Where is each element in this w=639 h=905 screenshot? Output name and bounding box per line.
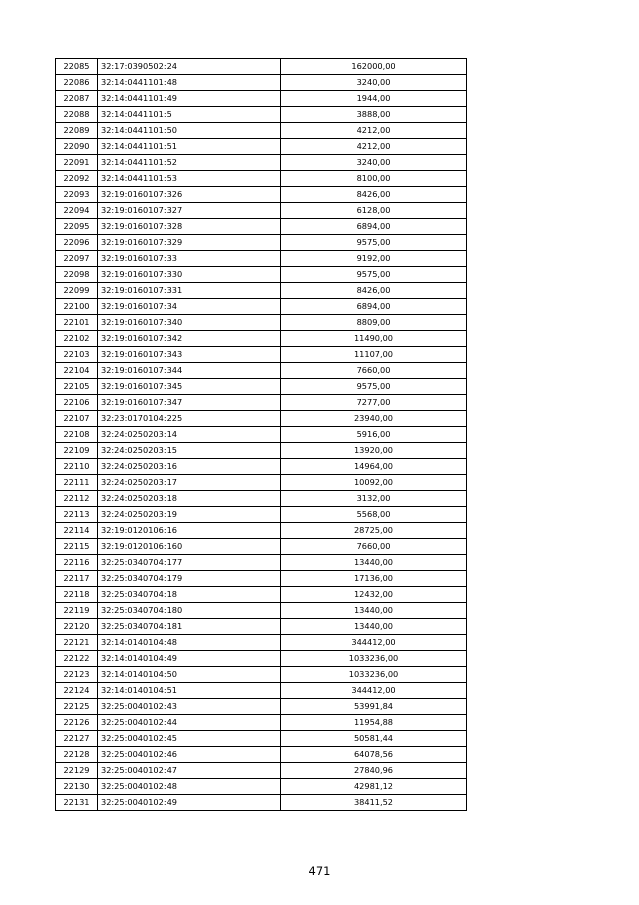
- row-number-cell: 22091: [56, 155, 98, 171]
- value-cell: 12432,00: [281, 587, 467, 603]
- row-number-cell: 22118: [56, 587, 98, 603]
- table-row: [56, 475, 467, 491]
- row-number-cell: 22131: [56, 795, 98, 811]
- table-row: [56, 187, 467, 203]
- table-row: [56, 155, 467, 171]
- table-row: [56, 763, 467, 779]
- table-row: [56, 203, 467, 219]
- table-row: [56, 747, 467, 763]
- cadastral-number-cell: 32:19:0120106:16: [98, 523, 281, 539]
- value-cell: 53991,84: [281, 699, 467, 715]
- cadastral-number-cell: 32:19:0160107:340: [98, 315, 281, 331]
- table-row: [56, 123, 467, 139]
- row-number-cell: 22093: [56, 187, 98, 203]
- row-number-cell: 22124: [56, 683, 98, 699]
- cadastral-number-cell: 32:24:0250203:16: [98, 459, 281, 475]
- table-row: [56, 491, 467, 507]
- row-number-cell: 22097: [56, 251, 98, 267]
- cadastral-number-cell: 32:25:0340704:180: [98, 603, 281, 619]
- value-cell: 7660,00: [281, 363, 467, 379]
- cadastral-number-cell: 32:17:0390502:24: [98, 59, 281, 75]
- table-row: [56, 683, 467, 699]
- cadastral-number-cell: 32:23:0170104:225: [98, 411, 281, 427]
- table-row: [56, 219, 467, 235]
- cadastral-number-cell: 32:14:0140104:49: [98, 651, 281, 667]
- cadastral-number-cell: 32:14:0441101:52: [98, 155, 281, 171]
- value-cell: 9575,00: [281, 379, 467, 395]
- table-row: [56, 635, 467, 651]
- value-cell: 344412,00: [281, 635, 467, 651]
- table-row: [56, 331, 467, 347]
- cadastral-number-cell: 32:25:0040102:46: [98, 747, 281, 763]
- cadastral-number-cell: 32:19:0160107:327: [98, 203, 281, 219]
- table-row: [56, 459, 467, 475]
- row-number-cell: 22114: [56, 523, 98, 539]
- cadastral-number-cell: 32:19:0160107:330: [98, 267, 281, 283]
- value-cell: 9192,00: [281, 251, 467, 267]
- row-number-cell: 22120: [56, 619, 98, 635]
- cadastral-number-cell: 32:19:0160107:331: [98, 283, 281, 299]
- row-number-cell: 22110: [56, 459, 98, 475]
- value-cell: 9575,00: [281, 267, 467, 283]
- table-row: [56, 171, 467, 187]
- cadastral-number-cell: 32:25:0340704:177: [98, 555, 281, 571]
- cadastral-number-cell: 32:19:0160107:345: [98, 379, 281, 395]
- row-number-cell: 22094: [56, 203, 98, 219]
- value-cell: 3132,00: [281, 491, 467, 507]
- value-cell: 11490,00: [281, 331, 467, 347]
- value-cell: 7660,00: [281, 539, 467, 555]
- table-row: [56, 251, 467, 267]
- value-cell: 1033236,00: [281, 651, 467, 667]
- value-cell: 28725,00: [281, 523, 467, 539]
- table-row: [56, 795, 467, 811]
- value-cell: 162000,00: [281, 59, 467, 75]
- cadastral-number-cell: 32:14:0441101:49: [98, 91, 281, 107]
- cadastral-number-cell: 32:19:0160107:343: [98, 347, 281, 363]
- table-row: [56, 667, 467, 683]
- table-row: [56, 267, 467, 283]
- row-number-cell: 22116: [56, 555, 98, 571]
- table-row: [56, 715, 467, 731]
- row-number-cell: 22128: [56, 747, 98, 763]
- table-row: [56, 315, 467, 331]
- cadastral-value-table: [55, 58, 467, 811]
- value-cell: 3240,00: [281, 155, 467, 171]
- value-cell: 4212,00: [281, 139, 467, 155]
- cadastral-number-cell: 32:25:0040102:47: [98, 763, 281, 779]
- table-row: [56, 59, 467, 75]
- cadastral-number-cell: 32:19:0160107:33: [98, 251, 281, 267]
- row-number-cell: 22096: [56, 235, 98, 251]
- value-cell: 64078,56: [281, 747, 467, 763]
- value-cell: 1944,00: [281, 91, 467, 107]
- cadastral-number-cell: 32:25:0040102:43: [98, 699, 281, 715]
- cadastral-number-cell: 32:24:0250203:14: [98, 427, 281, 443]
- cadastral-number-cell: 32:19:0160107:34: [98, 299, 281, 315]
- row-number-cell: 22099: [56, 283, 98, 299]
- value-cell: 17136,00: [281, 571, 467, 587]
- row-number-cell: 22100: [56, 299, 98, 315]
- table-row: [56, 75, 467, 91]
- table-row: [56, 139, 467, 155]
- row-number-cell: 22108: [56, 427, 98, 443]
- value-cell: 13440,00: [281, 603, 467, 619]
- value-cell: 8426,00: [281, 283, 467, 299]
- table-row: [56, 443, 467, 459]
- row-number-cell: 22126: [56, 715, 98, 731]
- row-number-cell: 22103: [56, 347, 98, 363]
- row-number-cell: 22122: [56, 651, 98, 667]
- row-number-cell: 22119: [56, 603, 98, 619]
- value-cell: 1033236,00: [281, 667, 467, 683]
- value-cell: 8100,00: [281, 171, 467, 187]
- table-row: [56, 411, 467, 427]
- cadastral-number-cell: 32:19:0120106:160: [98, 539, 281, 555]
- cadastral-number-cell: 32:25:0040102:48: [98, 779, 281, 795]
- cadastral-number-cell: 32:14:0140104:48: [98, 635, 281, 651]
- table-row: [56, 107, 467, 123]
- row-number-cell: 22130: [56, 779, 98, 795]
- cadastral-number-cell: 32:24:0250203:19: [98, 507, 281, 523]
- table-row: [56, 363, 467, 379]
- table-row: [56, 235, 467, 251]
- row-number-cell: 22112: [56, 491, 98, 507]
- value-cell: 8426,00: [281, 187, 467, 203]
- table-row: [56, 651, 467, 667]
- cadastral-number-cell: 32:24:0250203:17: [98, 475, 281, 491]
- row-number-cell: 22127: [56, 731, 98, 747]
- value-cell: 11107,00: [281, 347, 467, 363]
- page-number: 471: [308, 864, 331, 878]
- value-cell: 5568,00: [281, 507, 467, 523]
- row-number-cell: 22107: [56, 411, 98, 427]
- value-cell: 9575,00: [281, 235, 467, 251]
- row-number-cell: 22104: [56, 363, 98, 379]
- value-cell: 6894,00: [281, 219, 467, 235]
- table-body: [56, 59, 467, 811]
- row-number-cell: 22090: [56, 139, 98, 155]
- cadastral-number-cell: 32:14:0441101:48: [98, 75, 281, 91]
- table-row: [56, 395, 467, 411]
- cadastral-number-cell: 32:24:0250203:15: [98, 443, 281, 459]
- cadastral-number-cell: 32:14:0441101:5: [98, 107, 281, 123]
- value-cell: 10092,00: [281, 475, 467, 491]
- row-number-cell: 22105: [56, 379, 98, 395]
- cadastral-number-cell: 32:25:0340704:18: [98, 587, 281, 603]
- row-number-cell: 22092: [56, 171, 98, 187]
- value-cell: 3888,00: [281, 107, 467, 123]
- table-row: [56, 427, 467, 443]
- row-number-cell: 22123: [56, 667, 98, 683]
- table-row: [56, 523, 467, 539]
- row-number-cell: 22129: [56, 763, 98, 779]
- table-row: [56, 699, 467, 715]
- cadastral-number-cell: 32:14:0441101:51: [98, 139, 281, 155]
- row-number-cell: 22106: [56, 395, 98, 411]
- value-cell: 13440,00: [281, 619, 467, 635]
- table-row: [56, 571, 467, 587]
- row-number-cell: 22095: [56, 219, 98, 235]
- table-row: [56, 731, 467, 747]
- value-cell: 11954,88: [281, 715, 467, 731]
- table-row: [56, 379, 467, 395]
- table-row: [56, 603, 467, 619]
- value-cell: 42981,12: [281, 779, 467, 795]
- cadastral-number-cell: 32:19:0160107:342: [98, 331, 281, 347]
- table-row: [56, 299, 467, 315]
- cadastral-number-cell: 32:14:0140104:51: [98, 683, 281, 699]
- row-number-cell: 22102: [56, 331, 98, 347]
- value-cell: 14964,00: [281, 459, 467, 475]
- row-number-cell: 22117: [56, 571, 98, 587]
- value-cell: 13440,00: [281, 555, 467, 571]
- row-number-cell: 22115: [56, 539, 98, 555]
- row-number-cell: 22085: [56, 59, 98, 75]
- value-cell: 50581,44: [281, 731, 467, 747]
- cadastral-number-cell: 32:19:0160107:344: [98, 363, 281, 379]
- value-cell: 13920,00: [281, 443, 467, 459]
- row-number-cell: 22111: [56, 475, 98, 491]
- value-cell: 4212,00: [281, 123, 467, 139]
- table-row: [56, 283, 467, 299]
- table-row: [56, 587, 467, 603]
- table-row: [56, 779, 467, 795]
- row-number-cell: 22098: [56, 267, 98, 283]
- value-cell: 3240,00: [281, 75, 467, 91]
- row-number-cell: 22089: [56, 123, 98, 139]
- table-row: [56, 555, 467, 571]
- row-number-cell: 22086: [56, 75, 98, 91]
- row-number-cell: 22101: [56, 315, 98, 331]
- value-cell: 23940,00: [281, 411, 467, 427]
- cadastral-number-cell: 32:14:0140104:50: [98, 667, 281, 683]
- cadastral-number-cell: 32:19:0160107:329: [98, 235, 281, 251]
- cadastral-number-cell: 32:19:0160107:326: [98, 187, 281, 203]
- value-cell: 6128,00: [281, 203, 467, 219]
- row-number-cell: 22088: [56, 107, 98, 123]
- row-number-cell: 22113: [56, 507, 98, 523]
- table-row: [56, 619, 467, 635]
- cadastral-number-cell: 32:25:0040102:44: [98, 715, 281, 731]
- table-row: [56, 539, 467, 555]
- value-cell: 8809,00: [281, 315, 467, 331]
- value-cell: 6894,00: [281, 299, 467, 315]
- row-number-cell: 22121: [56, 635, 98, 651]
- value-cell: 27840,96: [281, 763, 467, 779]
- value-cell: 38411,52: [281, 795, 467, 811]
- row-number-cell: 22125: [56, 699, 98, 715]
- cadastral-number-cell: 32:25:0340704:181: [98, 619, 281, 635]
- table-row: [56, 347, 467, 363]
- cadastral-number-cell: 32:14:0441101:53: [98, 171, 281, 187]
- table-row: [56, 91, 467, 107]
- cadastral-number-cell: 32:25:0340704:179: [98, 571, 281, 587]
- cadastral-number-cell: 32:24:0250203:18: [98, 491, 281, 507]
- value-cell: 7277,00: [281, 395, 467, 411]
- cadastral-number-cell: 32:25:0040102:45: [98, 731, 281, 747]
- cadastral-number-cell: 32:19:0160107:328: [98, 219, 281, 235]
- row-number-cell: 22087: [56, 91, 98, 107]
- value-cell: 344412,00: [281, 683, 467, 699]
- cadastral-number-cell: 32:25:0040102:49: [98, 795, 281, 811]
- cadastral-number-cell: 32:14:0441101:50: [98, 123, 281, 139]
- table-row: [56, 507, 467, 523]
- value-cell: 5916,00: [281, 427, 467, 443]
- cadastral-number-cell: 32:19:0160107:347: [98, 395, 281, 411]
- row-number-cell: 22109: [56, 443, 98, 459]
